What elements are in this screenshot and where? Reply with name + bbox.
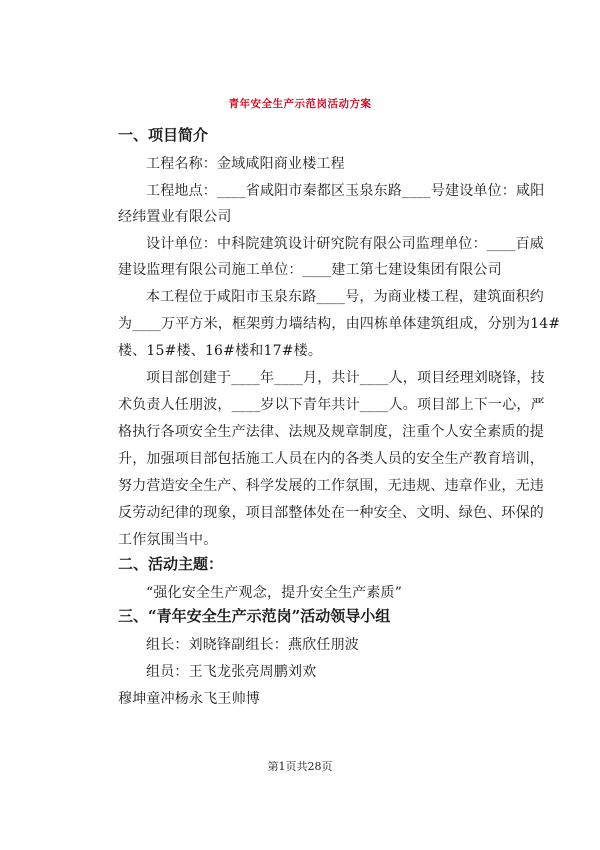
team-leaders: 组长：刘晓锋副组长：燕欣任朋波: [146, 637, 359, 653]
dept-line-5: 努力营造安全生产、科学发展的工作氛围，无违规、违章作业，无违: [118, 478, 544, 494]
dept-line-3: 格执行各项安全生产法律、法规及规章制度，注重个人安全素质的提: [118, 424, 544, 440]
design-unit-line-2: 建设监理有限公司施工单位：____建工第七建设集团有限公司: [118, 262, 502, 278]
section-heading-1: 一、项目简介: [118, 126, 209, 144]
project-location-line-2: 经纬置业有限公司: [118, 209, 232, 225]
document-title: 青年安全生产示范岗活动方案: [228, 98, 372, 110]
section-heading-2: 二、活动主题：: [118, 555, 224, 573]
design-unit-line-1: 设计单位：中科院建筑设计研究院有限公司监理单位：____百威: [146, 236, 544, 252]
page-number: 第1页共28页: [267, 760, 333, 773]
dept-line-7: 工作氛围当中。: [118, 532, 218, 548]
dept-line-1: 项目部创建于____年____月，共计____人，项目经理刘晓锋，技: [146, 370, 545, 386]
project-name: 工程名称：金域咸阳商业楼工程: [146, 156, 345, 172]
dept-line-4: 升，加强项目部包括施工人员在内的各类人员的安全生产教育培训，: [118, 451, 544, 467]
dept-line-6: 反劳动纪律的现象，项目部整体处在一种安全、文明、绿色、环保的: [118, 505, 544, 521]
intro-line-2: 为____万平方米，框架剪力墙结构，由四栋单体建筑组成，分别为14#: [118, 316, 561, 332]
project-location-line-1: 工程地点：____省咸阳市秦都区玉泉东路____号建设单位：咸阳: [146, 183, 545, 199]
dept-line-2: 术负责人任朋波，____岁以下青年共计____人。项目部上下一心，严: [118, 397, 545, 413]
team-members-line-1: 组员：王飞龙张亮周鹏刘欢: [146, 664, 317, 680]
activity-theme: “强化安全生产观念，提升安全生产素质”: [146, 585, 403, 601]
team-members-line-2: 穆坤童冲杨永飞王帅博: [118, 691, 260, 707]
section-heading-3: 三、“青年安全生产示范岗”活动领导小组: [118, 607, 391, 625]
intro-line-1: 本工程位于咸阳市玉泉东路____号，为商业楼工程，建筑面积约: [146, 289, 544, 305]
intro-line-3: 楼、15#楼、16#楼和17#楼。: [118, 343, 323, 359]
